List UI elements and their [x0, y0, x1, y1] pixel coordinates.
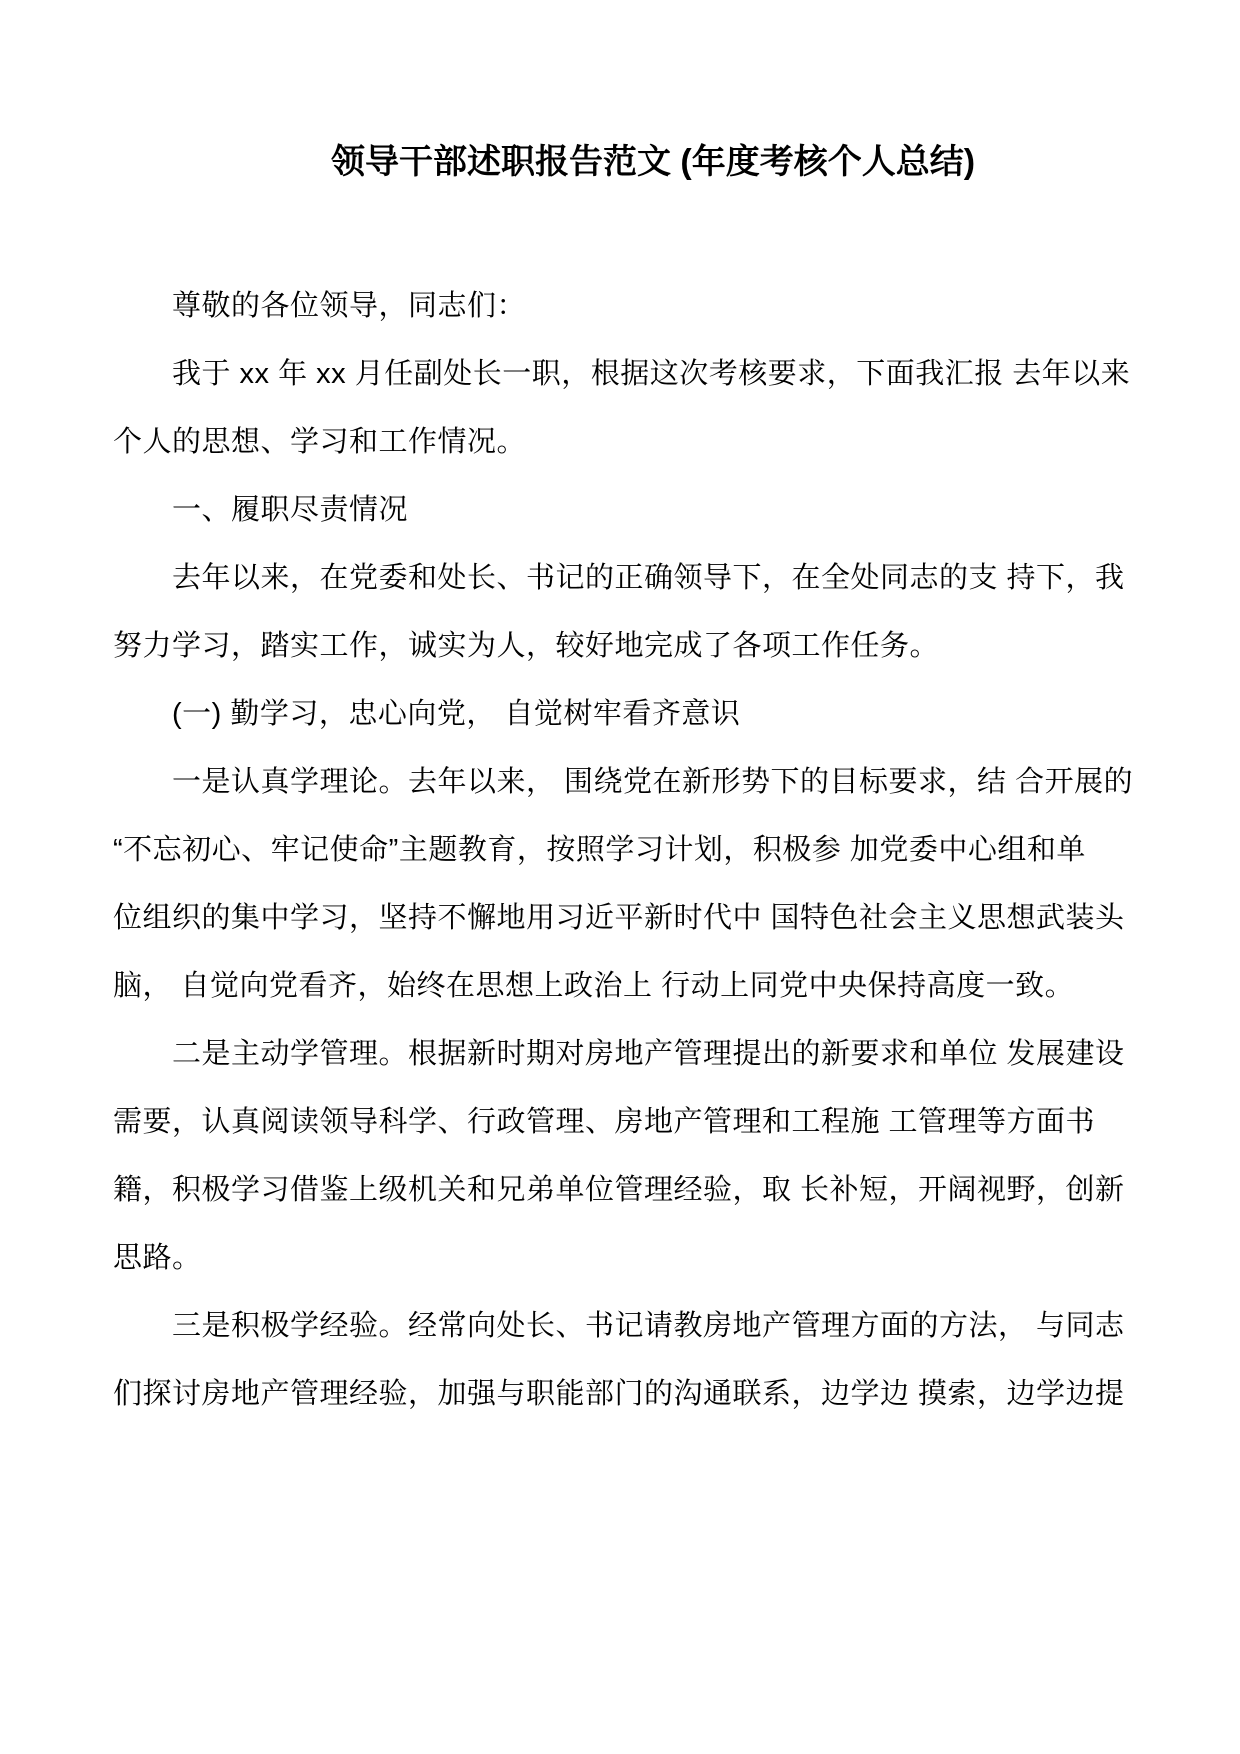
- document-body: [113, 272, 1134, 1428]
- paragraph-line: 个人的思想、学习和工作情况。: [113, 426, 527, 458]
- paragraph-line: 一是认真学理论。去年以来， 围绕党在新形势下的目标要求，结 合开展的: [172, 766, 1134, 798]
- paragraph-line: 需要，认真阅读领导科学、行政管理、房地产管理和工程施 工管理等方面书: [113, 1106, 1096, 1138]
- paragraph-line: 尊敬的各位领导，同志们：: [172, 290, 527, 322]
- paragraph-line: 努力学习，踏实工作，诚实为人，较好地完成了各项工作任务。: [113, 630, 940, 662]
- paragraph-line: “不忘初心、牢记使命”主题教育，按照学习计划，积极参 加党委中心组和单: [113, 834, 1086, 866]
- paragraph-line: (一) 勤学习，忠心向党， 自觉树牢看齐意识: [172, 698, 741, 730]
- paragraph-line: 二是主动学管理。根据新时期对房地产管理提出的新要求和单位 发展建设: [172, 1038, 1125, 1070]
- paragraph-line: 三是积极学经验。经常向处长、书记请教房地产管理方面的方法， 与同志: [172, 1310, 1125, 1342]
- paragraph-line: 一、履职尽责情况: [172, 494, 409, 526]
- paragraph-line: 们探讨房地产管理经验，加强与职能部门的沟通联系，边学边 摸索，边学边提: [113, 1378, 1125, 1410]
- paragraph-line: 去年以来，在党委和处长、书记的正确领导下，在全处同志的支 持下，我: [172, 562, 1125, 594]
- document-title: 领导干部述职报告范文 (年度考核个人总结): [330, 143, 976, 181]
- paragraph-line: 思路。: [113, 1242, 202, 1274]
- paragraph-line: 我于 xx 年 xx 月任副处长一职，根据这次考核要求，下面我汇报 去年以来: [172, 358, 1131, 390]
- paragraph-line: 籍，积极学习借鉴上级机关和兄弟单位管理经验，取 长补短，开阔视野，创新: [113, 1174, 1125, 1206]
- paragraph-line: 脑， 自觉向党看齐，始终在思想上政治上 行动上同党中央保持高度一致。: [113, 970, 1075, 1002]
- paragraph-line: 位组织的集中学习，坚持不懈地用习近平新时代中 国特色社会主义思想武装头: [113, 902, 1125, 934]
